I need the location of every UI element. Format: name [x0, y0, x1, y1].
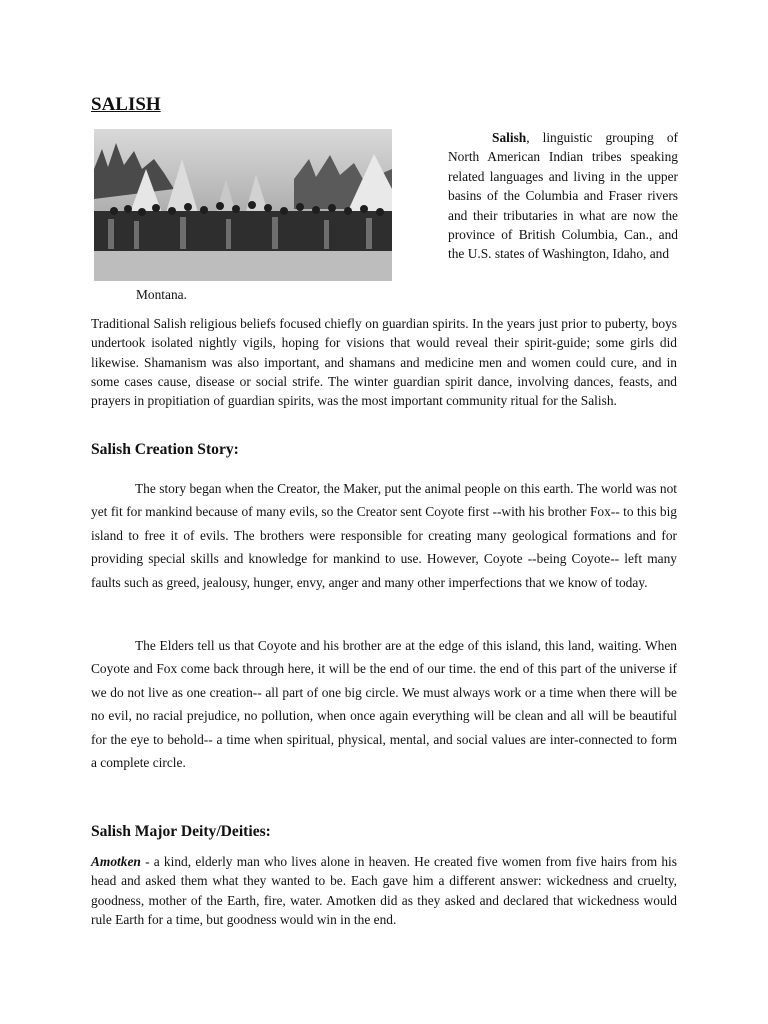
- intro-lead-term: Salish: [492, 130, 527, 145]
- creation-paragraph-1: The story began when the Creator, the Maker, put the animal people on this earth. The world was not yet fit for mankind because of many evils, so the Creator sent Coyote first --with his brother Fox-- to this big island to free it of evils. The brothers were responsible for creating many geological formations and for providing special skills and knowledge for mankind to use. However, Coyote --being Coyote-- left many faults such as greed, jealousy, hunger, envy, anger and many other imperfections that we know of today.: [91, 481, 677, 590]
- deity-name: Amotken: [91, 854, 141, 869]
- group-photo-illustration: [94, 129, 392, 281]
- historical-photo: [94, 129, 392, 281]
- creation-paragraph-2: The Elders tell us that Coyote and his brother are at the edge of this island, this land, waiting. When Coyote and Fox come back through here, it will be the end of our time. the end of this part of the universe if we do not live as one creation-- all part of one big circle. We must always work or a time when there will be no evil, no racial prejudice, no pollution, when once again everything will be clean and all will be beautiful for the eye to behold-- a time when spiritual, physical, mental, and social values are inter-connected to form a complete circle.: [91, 638, 677, 771]
- deity-paragraph: [91, 852, 677, 930]
- intro-paragraph: [448, 128, 678, 264]
- deity-heading: Salish Major Deity/Deities:: [91, 823, 271, 840]
- page-title: SALISH: [91, 94, 161, 115]
- intro-text: , linguistic grouping of North American Indian tribes speaking related languages and living in the upper basins of the Columbia and Fraser rivers and their tributaries in what are now the province of British Columbia, Can., and the U.S. states of Washington, Idaho, and: [448, 130, 678, 262]
- deity-description: - a kind, elderly man who lives alone in heaven. He created five women from five hairs from his head and asked them what they wanted to be. Each gave him a different answer: wickedness and cruelty, goodness, mother of the Earth, fire, water. Amotken did as they asked and declared that wickedness would rule Earth for a time, but goodness would win in the end.: [91, 854, 677, 928]
- creation-story-heading: Salish Creation Story:: [91, 441, 239, 458]
- intro-tail: Montana.: [136, 287, 187, 302]
- beliefs-paragraph: Traditional Salish religious beliefs focused chiefly on guardian spirits. In the years just prior to puberty, boys undertook isolated nightly vigils, hoping for visions that would reveal their spirit-guide; some girls did likewise. Shamanism was also important, and shamans and medicine men and women could cure, and in some cases cause, disease or social strife. The winter guardian spirit dance, involving dances, feasts, and prayers in propitiation of guardian spirits, was the most important community ritual for the Salish.: [91, 316, 677, 409]
